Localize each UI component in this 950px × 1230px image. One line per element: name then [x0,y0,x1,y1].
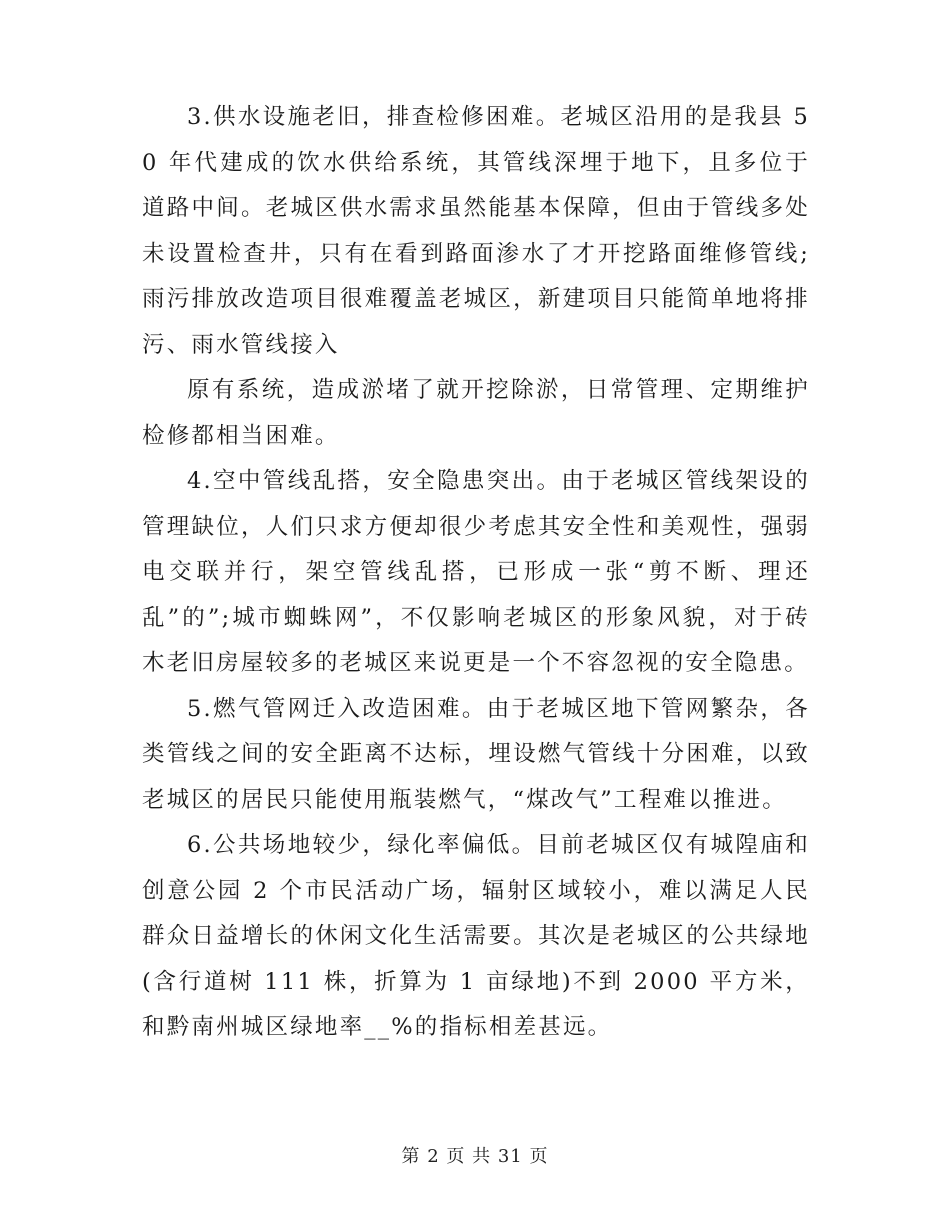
document-body [142,95,810,1051]
paragraph-water-supply-continued: 原有系统，造成淤堵了就开挖除淤，日常管理、定期维护检修都相当困难。 [142,377,810,449]
paragraph-overhead-lines: 4.空中管线乱搭，安全隐患突出。由于老城区管线架设的管理缺位，人们只求方便却很少考虑其安全性和美观性，强弱电交联并行，架空管线乱搭，已形成一张“剪不断、理还乱”的”;城市蜘蛛网”，不仅影响老城区的形象风貌，对于砖木老旧房屋较多的老城区来说更是一个不容忽视的安全隐患。 [142,468,810,676]
page-number-footer: 第 2 页 共 31 页 [401,1146,549,1167]
paragraph-public-space: 6.公共场地较少，绿化率偏低。目前老城区仅有城隍庙和创意公园 2 个市民活动广场，辐射区域较小，难以满足人民群众日益增长的休闲文化生活需要。其次是老城区的公共绿地(含行道树 111 株，折算为 1 亩绿地)不到 2000 平方米，和黔南州城区绿地率__%的指标相差甚远。 [142,832,810,1040]
paragraph-gas-network: 5.燃气管网迁入改造困难。由于老城区地下管网繁杂，各类管线之间的安全距离不达标，埋设燃气管线十分困难，以致老城区的居民只能使用瓶装燃气，“煤改气”工程难以推进。 [142,695,810,813]
paragraph-water-supply: 3.供水设施老旧，排查检修困难。老城区沿用的是我县 50 年代建成的饮水供给系统，其管线深埋于地下，且多位于道路中间。老城区供水需求虽然能基本保障，但由于管线多处未设置检查井，只有在看到路面渗水了才开挖路面维修管线;雨污排放改造项目很难覆盖老城区，新建项目只能简单地将排污、雨水管线接入 [142,104,810,358]
